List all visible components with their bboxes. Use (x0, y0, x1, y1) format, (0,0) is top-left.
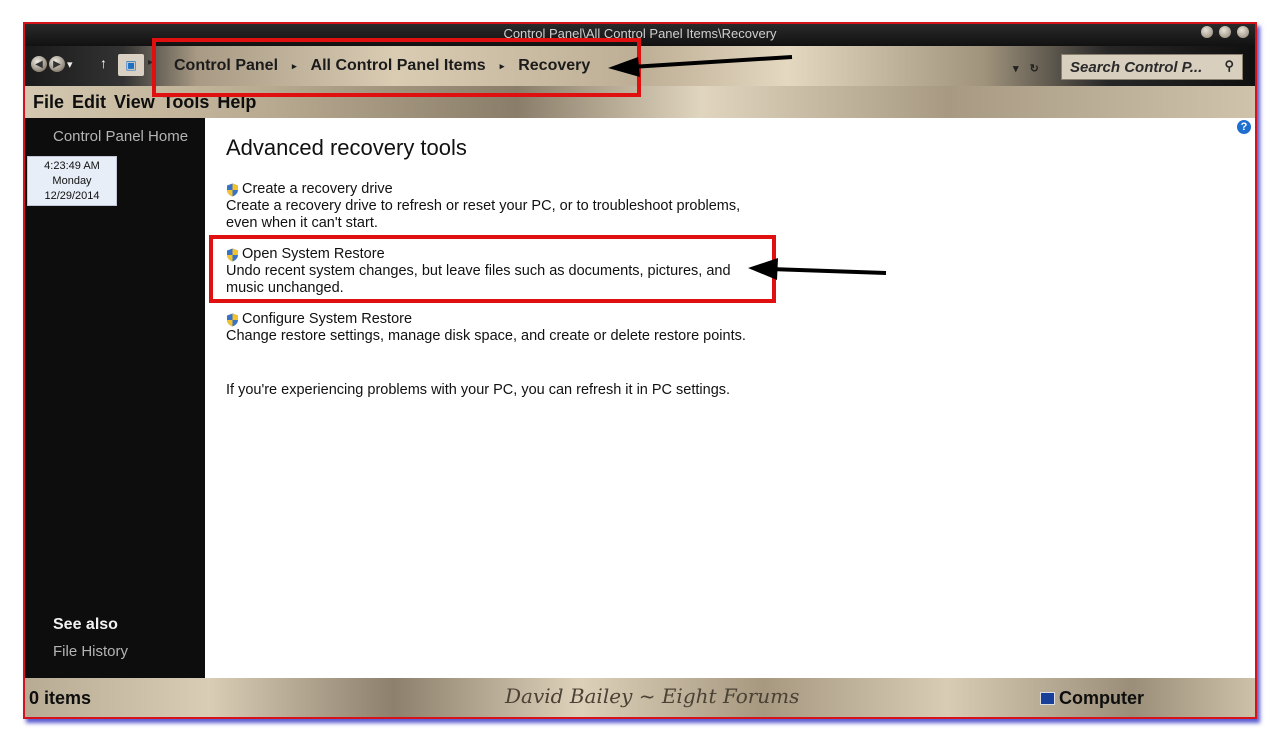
arrow-to-breadcrumb (608, 57, 792, 77)
address-dropdown-icon[interactable]: ▾ (1013, 63, 1019, 75)
search-placeholder: Search Control P... (1070, 59, 1203, 76)
configure-system-restore-link[interactable]: Configure System Restore (242, 311, 413, 327)
control-panel-icon: ▣ (118, 54, 144, 76)
up-arrow-icon[interactable]: ↑ (100, 55, 107, 71)
menu-help[interactable]: Help (217, 91, 257, 112)
see-also-heading: See also (53, 616, 118, 633)
forward-button[interactable]: ▶ (49, 56, 65, 72)
file-history-link[interactable]: File History (53, 643, 129, 660)
clock-day: Monday (52, 175, 92, 187)
clock-time: 4:23:49 AM (44, 160, 100, 172)
chevron-right-icon[interactable]: ▸ (148, 57, 154, 68)
control-panel-home-link[interactable]: Control Panel Home (53, 128, 189, 145)
breadcrumb-all-items[interactable]: All Control Panel Items (310, 57, 486, 74)
item-description: Undo recent system changes, but leave files such as documents, pictures, and music unchanged. (226, 263, 731, 296)
page-title: Advanced recovery tools (226, 135, 467, 160)
menu-file[interactable]: File (33, 91, 65, 112)
window-title: Control Panel\All Control Panel Items\Recovery (503, 26, 777, 41)
search-icon[interactable]: ⚲ (1224, 58, 1234, 73)
menu-edit[interactable]: Edit (72, 91, 107, 112)
clock-date: 12/29/2014 (44, 190, 100, 202)
help-icon[interactable]: ? (1237, 120, 1251, 134)
back-button[interactable]: ◀ (31, 56, 47, 72)
breadcrumb-recovery[interactable]: Recovery (518, 57, 591, 74)
items-count: 0 items (29, 688, 92, 708)
location-label: Computer (1059, 688, 1144, 708)
menu-view[interactable]: View (114, 91, 155, 112)
chevron-right-icon[interactable]: ▸ (292, 60, 297, 71)
arrow-to-system-restore (748, 258, 886, 280)
item-description: Change restore settings, manage disk space, and create or delete restore points. (226, 328, 746, 344)
chevron-right-icon[interactable]: ▸ (499, 60, 505, 71)
signature-watermark: David Bailey ~ Eight Forums (505, 684, 800, 708)
refresh-pc-note[interactable]: If you're experiencing problems with your PC, you can refresh it in PC settings. (226, 382, 731, 398)
refresh-icon[interactable]: ↻ (1029, 63, 1039, 75)
open-system-restore-link[interactable]: Open System Restore (242, 246, 385, 262)
recent-pages-icon[interactable]: ▾ (67, 58, 73, 71)
menu-tools[interactable]: Tools (162, 91, 210, 112)
breadcrumb-control-panel[interactable]: Control Panel (174, 57, 279, 74)
item-description: Create a recovery drive to refresh or reset your PC, or to troubleshoot problems, even when it can't start. (226, 198, 741, 231)
create-recovery-drive-link[interactable]: Create a recovery drive (242, 181, 393, 197)
